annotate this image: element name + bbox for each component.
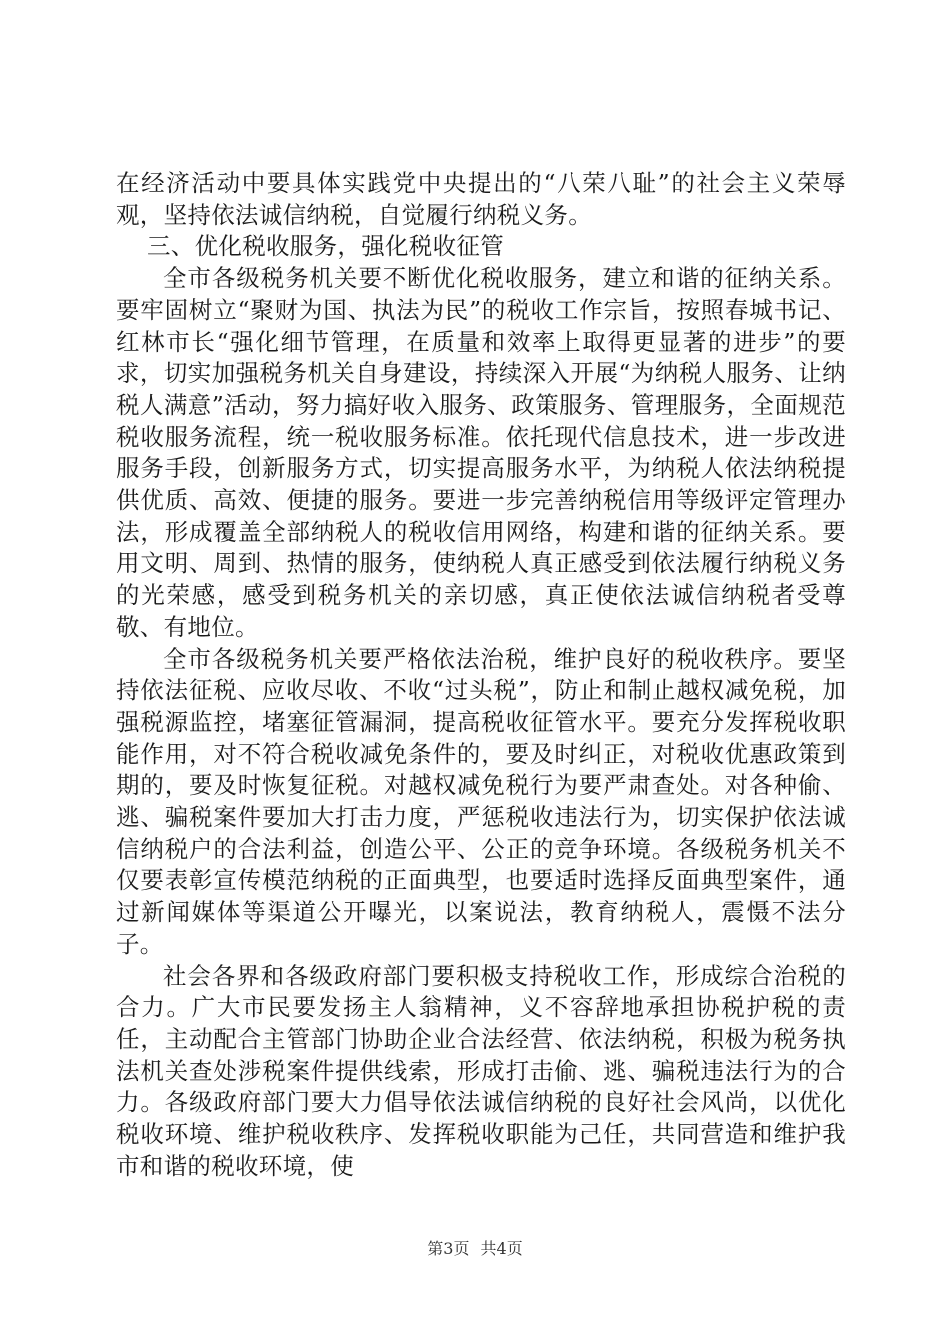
page-number-current: 第3页 [427,1239,470,1258]
continuation-paragraph: 在经济活动中要具体实践党中央提出的“八荣八耻”的社会主义荣辱观，坚持依法诚信纳税，自觉履行纳税义务。 [116,169,846,229]
page-number-total: 共4页 [480,1239,523,1258]
page-footer [0,1236,950,1259]
document-body [116,168,846,1183]
paragraph-enforcement: 全市各级税务机关要严格依法治税，维护良好的税收秩序。要坚持依法征税、应收尽收、不收“过头税”，防止和制止越权减免税，加强税源监控，堵塞征管漏洞，提高税收征管水平。要充分发挥税收职能作用，对不符合税收减免条件的，要及时纠正，对税收优惠政策到期的，要及时恢复征税。对越权减免税行为要严肃查处。对各种偷、逃、骗税案件要加大打击力度，严惩税收违法行为，切实保护依法诚信纳税户的合法利益，创造公平、公正的竞争环境。各级税务机关不仅要表彰宣传模范纳税的正面典型，也要适时选择反面典型案件，通过新闻媒体等渠道公开曝光，以案说法，教育纳税人，震慑不法分子。 [116,644,846,958]
section-heading: 三、优化税收服务，强化税收征管 [147,232,504,261]
paragraph-society: 社会各界和各级政府部门要积极支持税收工作，形成综合治税的合力。广大市民要发扬主人翁精神，义不容辞地承担协税护税的责任，主动配合主管部门协助企业合法经营、依法纳税，积极为税务执法机关查处涉税案件提供线索，形成打击偷、逃、骗税违法行为的合力。各级政府部门要大力倡导依法诚信纳税的良好社会风尚，以优化税收环境、维护税收秩序、发挥税收职能为己任，共同营造和维护我市和谐的税收环境，使 [116,961,846,1180]
paragraph-service: 全市各级税务机关要不断优化税收服务，建立和谐的征纳关系。要牢固树立“聚财为国、执法为民”的税收工作宗旨，按照春城书记、红林市长“强化细节管理，在质量和效率上取得更显著的进步”的要求，切实加强税务机关自身建设，持续深入开展“为纳税人服务、让纳税人满意”活动，努力搞好收入服务、政策服务、管理服务，全面规范税收服务流程，统一税收服务标准。依托现代信息技术，进一步改进服务手段，创新服务方式，切实提高服务水平，为纳税人依法纳税提供优质、高效、便捷的服务。要进一步完善纳税信用等级评定管理办法，形成覆盖全部纳税人的税收信用网络，构建和谐的征纳关系。要用文明、周到、热情的服务，使纳税人真正感受到依法履行纳税义务的光荣感，感受到税务机关的亲切感，真正使依法诚信纳税者受尊敬、有地位。 [116,264,846,641]
